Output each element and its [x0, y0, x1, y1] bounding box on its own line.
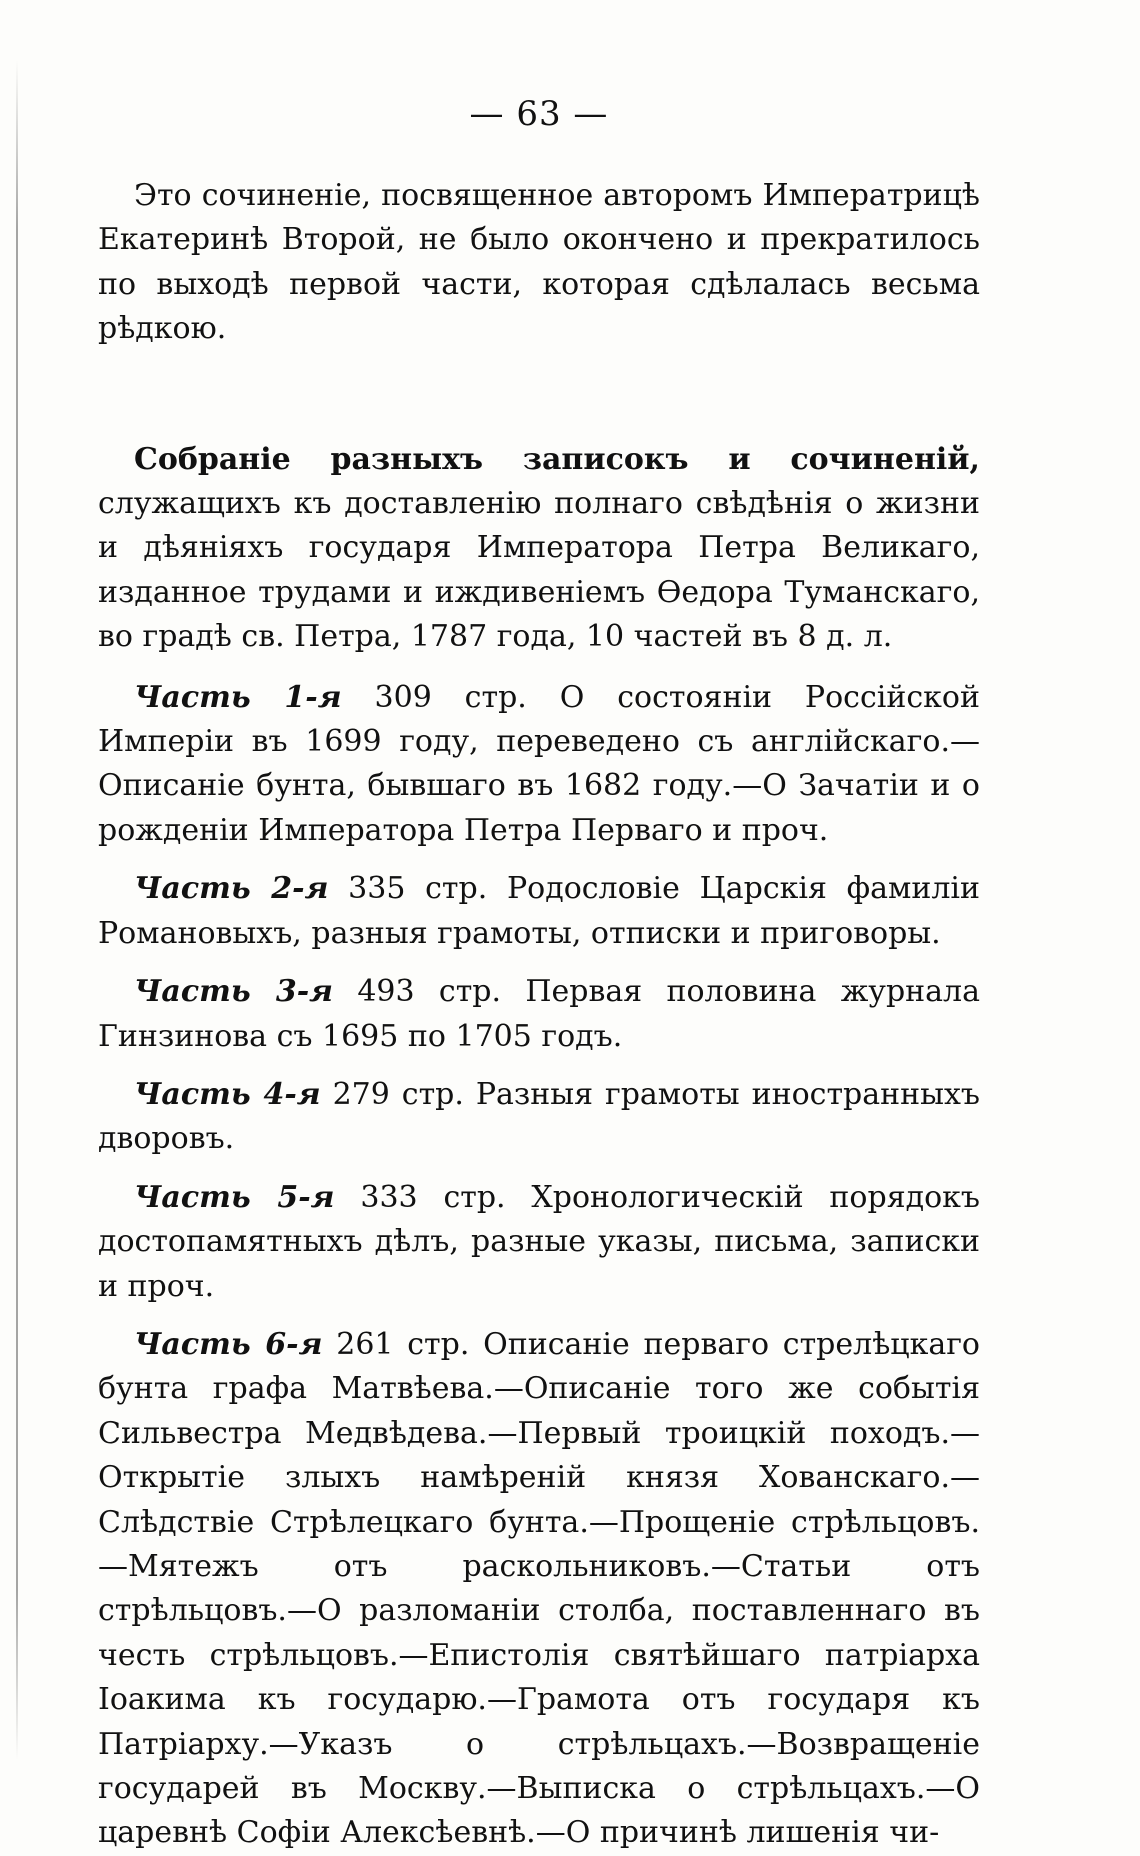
part-1-pages: 309 стр. — [341, 679, 527, 715]
part-4-text: Разныя грамоты иностранныхъ дворовъ. — [98, 1076, 981, 1157]
part-3-text: Первая половина журнала Гинзинова съ 1695 по 1705 годъ. — [98, 974, 980, 1054]
part-5-label: Часть 5-я — [134, 1179, 335, 1215]
part-2-text: Родословіе Царскія фамиліи Романовыхъ, разныя грамоты, отписки и приговоры. — [98, 871, 980, 951]
part-5-paragraph — [98, 1176, 980, 1309]
page-binding-edge — [16, 60, 18, 1760]
part-2-label: Часть 2-я — [134, 871, 329, 907]
part-4-label: Часть 4-я — [134, 1076, 321, 1112]
part-6-paragraph — [98, 1323, 980, 1856]
part-3-label: Часть 3-я — [134, 974, 334, 1010]
part-2-paragraph — [98, 867, 980, 956]
part-5-text: Хронологическій порядокъ достопамятныхъ дѣлъ, разные указы, письма, записки и проч. — [98, 1179, 980, 1304]
part-4-paragraph — [98, 1073, 980, 1162]
part-3-paragraph — [98, 970, 980, 1059]
part-1-paragraph — [98, 676, 980, 854]
part-2-pages: 335 стр. — [328, 871, 488, 907]
page-number: — 63 — — [469, 94, 609, 134]
part-6-pages: 261 стр. — [322, 1326, 470, 1362]
part-5-pages: 333 стр. — [334, 1179, 506, 1215]
part-4-pages: 279 стр. — [320, 1076, 464, 1112]
entry-description: служащихъ къ доставленію полнаго свѣдѣнія о жизни и дѣяніяхъ государя Императора Петра Великаго, изданное трудами и иждивеніемъ Өедора Туманскаго, во градѣ св. Петра, 1787 года, 10 частей въ 8 д. л. — [98, 486, 980, 655]
entry-title: Собраніе разныхъ записокъ и сочиненій, — [134, 441, 980, 477]
part-6-label: Часть 6-я — [134, 1326, 323, 1362]
intro-paragraph: Это сочиненіе, посвященное авторомъ Императрицѣ Екатеринѣ Второй, не было окончено и прекратилось по выходѣ первой части, которая сдѣлалась весьма рѣдкою. — [98, 178, 980, 347]
book-page — [98, 92, 980, 1856]
part-1-text: О состояніи Россійской Имперіи въ 1699 году, переведено съ англійскаго.—Описаніе бунта, бывшаго въ 1682 году.—О Зачатіи и о рожденіи Императора Петра Перваго и проч. — [98, 679, 980, 848]
part-6-text: Описаніе перваго стрелѣцкаго бунта графа Матвѣева.—Описаніе того же событія Сильвестра Медвѣдева.—Первый троицкій походъ.—Открытіе злыхъ намѣреній князя Хованскаго.—Слѣдствіе Стрѣлецкаго бунта.—Прощеніе стрѣльцовъ.—Мятежъ отъ раскольниковъ.—Статьи отъ стрѣльцовъ.—О разломаніи столба, поставленнаго въ честь стрѣльцовъ.—Епистолія святѣйшаго патріарха Іоакима къ государю.—Грамота отъ государя къ Патріарху.—Указъ о стрѣльцахъ.—Возвращеніе государей въ Москву.—Выписка о стрѣльцахъ.—О царевнѣ Софіи Алексѣевнѣ.—О причинѣ лишенія чи- — [98, 1326, 980, 1851]
bibliography-entry — [98, 438, 980, 660]
part-1-label: Часть 1-я — [134, 679, 342, 715]
part-3-pages: 493 стр. — [333, 974, 502, 1010]
